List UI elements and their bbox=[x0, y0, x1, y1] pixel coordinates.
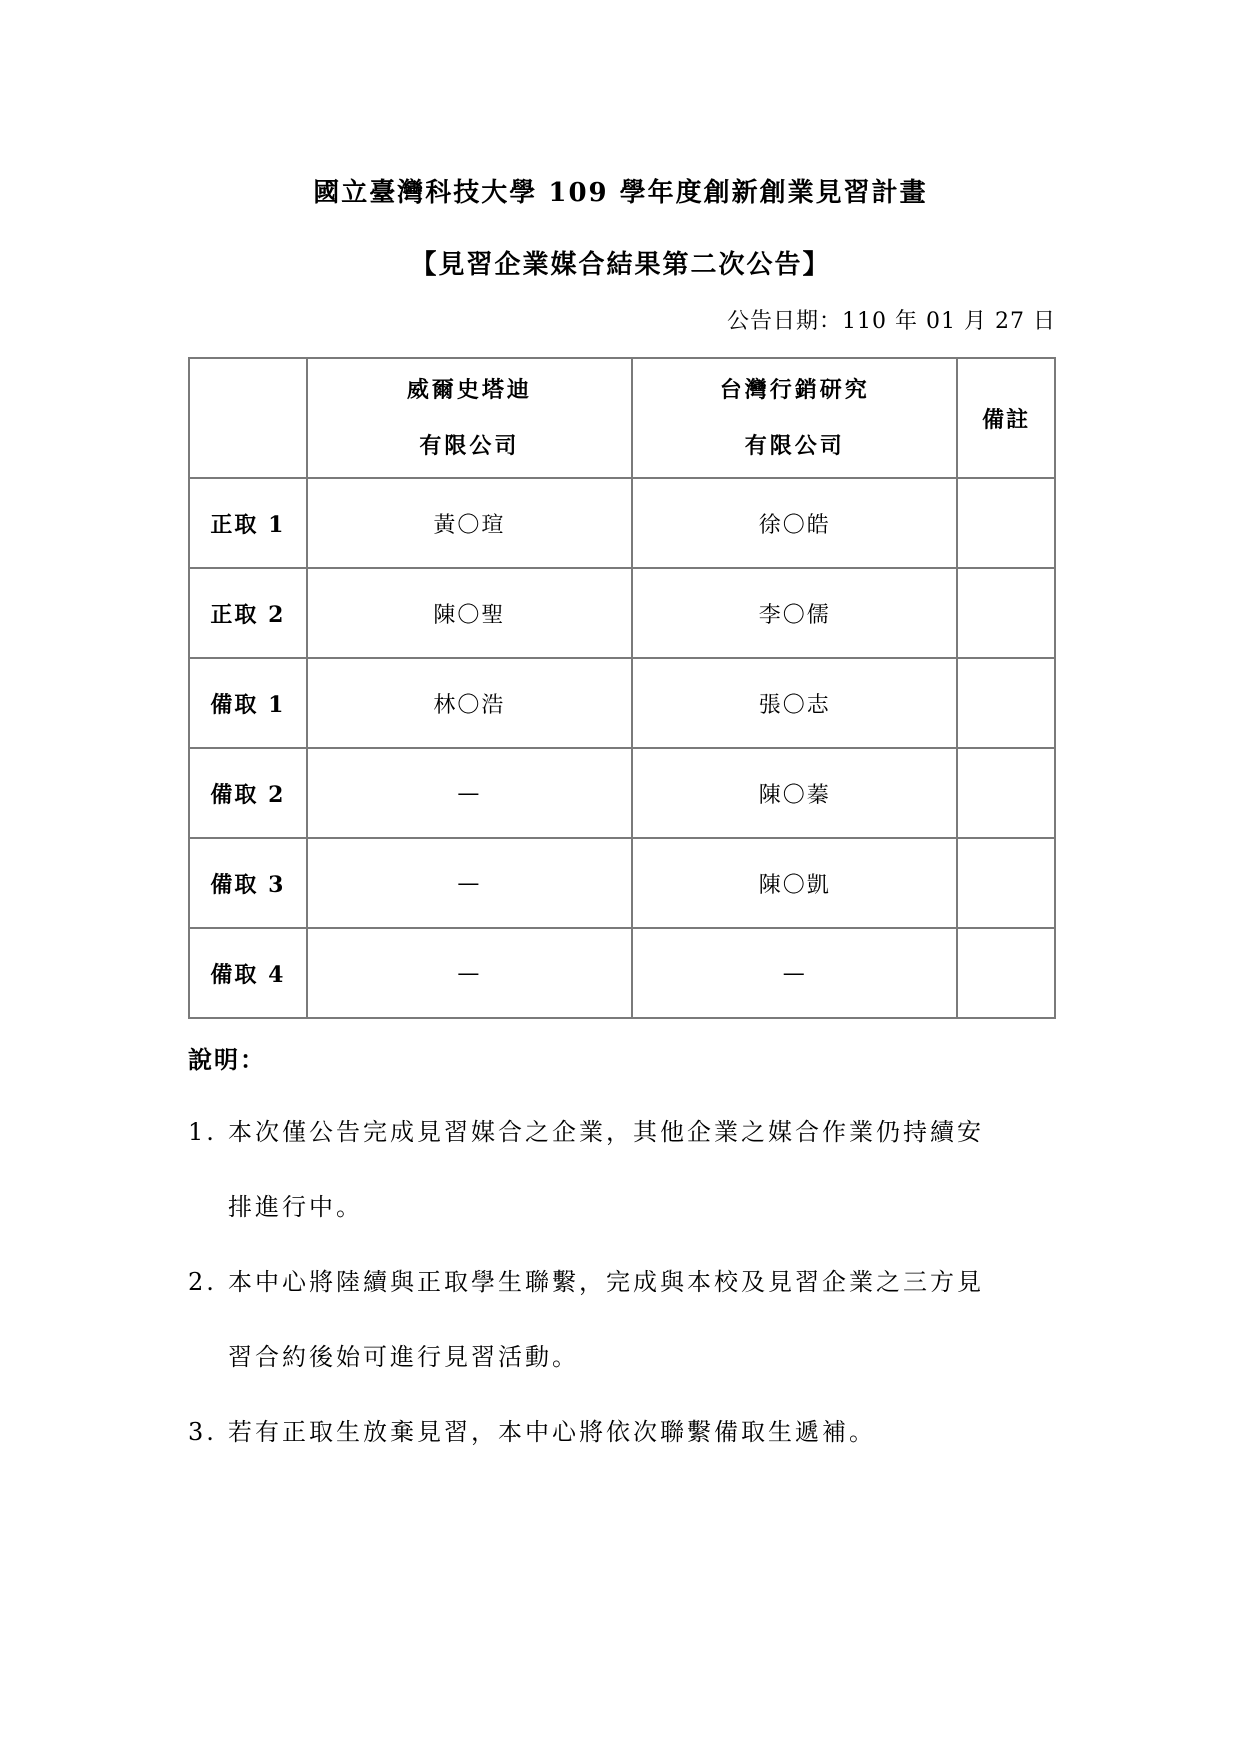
rank-label: 正取 2 bbox=[189, 568, 307, 658]
candidate-cell: 陳〇聖 bbox=[307, 568, 632, 658]
corner-cell bbox=[189, 358, 307, 478]
note-continuation bbox=[188, 1337, 1058, 1372]
candidate-cell: 陳〇凱 bbox=[632, 838, 957, 928]
note-item bbox=[188, 1112, 1058, 1147]
remark-cell bbox=[957, 748, 1055, 838]
remark-header: 備註 bbox=[957, 358, 1055, 478]
matching-result-table bbox=[188, 357, 1056, 1019]
table-row bbox=[189, 568, 1055, 658]
candidate-cell: 李〇儒 bbox=[632, 568, 957, 658]
remark-cell bbox=[957, 478, 1055, 568]
remark-cell bbox=[957, 658, 1055, 748]
company-name-line: 威爾史塔迪 bbox=[406, 377, 532, 403]
candidate-cell: — bbox=[307, 928, 632, 1018]
note-text: 排進行中。 bbox=[228, 1193, 363, 1221]
note-number: 3. bbox=[188, 1418, 217, 1446]
remark-cell bbox=[957, 838, 1055, 928]
table-row bbox=[189, 478, 1055, 568]
note-continuation bbox=[188, 1187, 1058, 1222]
candidate-cell: — bbox=[307, 748, 632, 838]
note-text: 本中心將陸續與正取學生聯繫，完成與本校及見習企業之三方見 bbox=[228, 1268, 984, 1296]
note-text: 若有正取生放棄見習，本中心將依次聯繫備取生遞補。 bbox=[228, 1418, 876, 1446]
notes-heading: 說明： bbox=[188, 1045, 266, 1074]
candidate-cell: 張〇志 bbox=[632, 658, 957, 748]
company-type-line: 有限公司 bbox=[419, 433, 520, 459]
note-number: 1. bbox=[188, 1118, 217, 1146]
document-subtitle: 【見習企業媒合結果第二次公告】 bbox=[410, 250, 831, 280]
company-header-1 bbox=[307, 358, 632, 478]
rank-label: 正取 1 bbox=[189, 478, 307, 568]
candidate-cell: — bbox=[307, 838, 632, 928]
company-header-2 bbox=[632, 358, 957, 478]
note-number: 2. bbox=[188, 1268, 217, 1296]
candidate-cell: 徐〇皓 bbox=[632, 478, 957, 568]
rank-label: 備取 4 bbox=[189, 928, 307, 1018]
candidate-cell: 林〇浩 bbox=[307, 658, 632, 748]
remark-cell bbox=[957, 568, 1055, 658]
note-item bbox=[188, 1262, 1058, 1297]
remark-cell bbox=[957, 928, 1055, 1018]
table-row bbox=[189, 838, 1055, 928]
note-text: 本次僅公告完成見習媒合之企業，其他企業之媒合作業仍持續安 bbox=[228, 1118, 984, 1146]
rank-label: 備取 3 bbox=[189, 838, 307, 928]
candidate-cell: — bbox=[632, 928, 957, 1018]
note-text: 習合約後始可進行見習活動。 bbox=[228, 1343, 579, 1371]
announcement-date: 公告日期：110 年 01 月 27 日 bbox=[727, 309, 1056, 334]
rank-label: 備取 1 bbox=[189, 658, 307, 748]
note-item bbox=[188, 1412, 1058, 1447]
rank-label: 備取 2 bbox=[189, 748, 307, 838]
company-type-line: 有限公司 bbox=[744, 433, 845, 459]
document-title: 國立臺灣科技大學 109 學年度創新創業見習計畫 bbox=[313, 178, 928, 208]
table-header-row bbox=[189, 358, 1055, 478]
table-row bbox=[189, 658, 1055, 748]
company-name-line: 台灣行銷研究 bbox=[719, 377, 870, 403]
table-row bbox=[189, 928, 1055, 1018]
candidate-cell: 黃〇瑄 bbox=[307, 478, 632, 568]
candidate-cell: 陳〇蓁 bbox=[632, 748, 957, 838]
table-row bbox=[189, 748, 1055, 838]
